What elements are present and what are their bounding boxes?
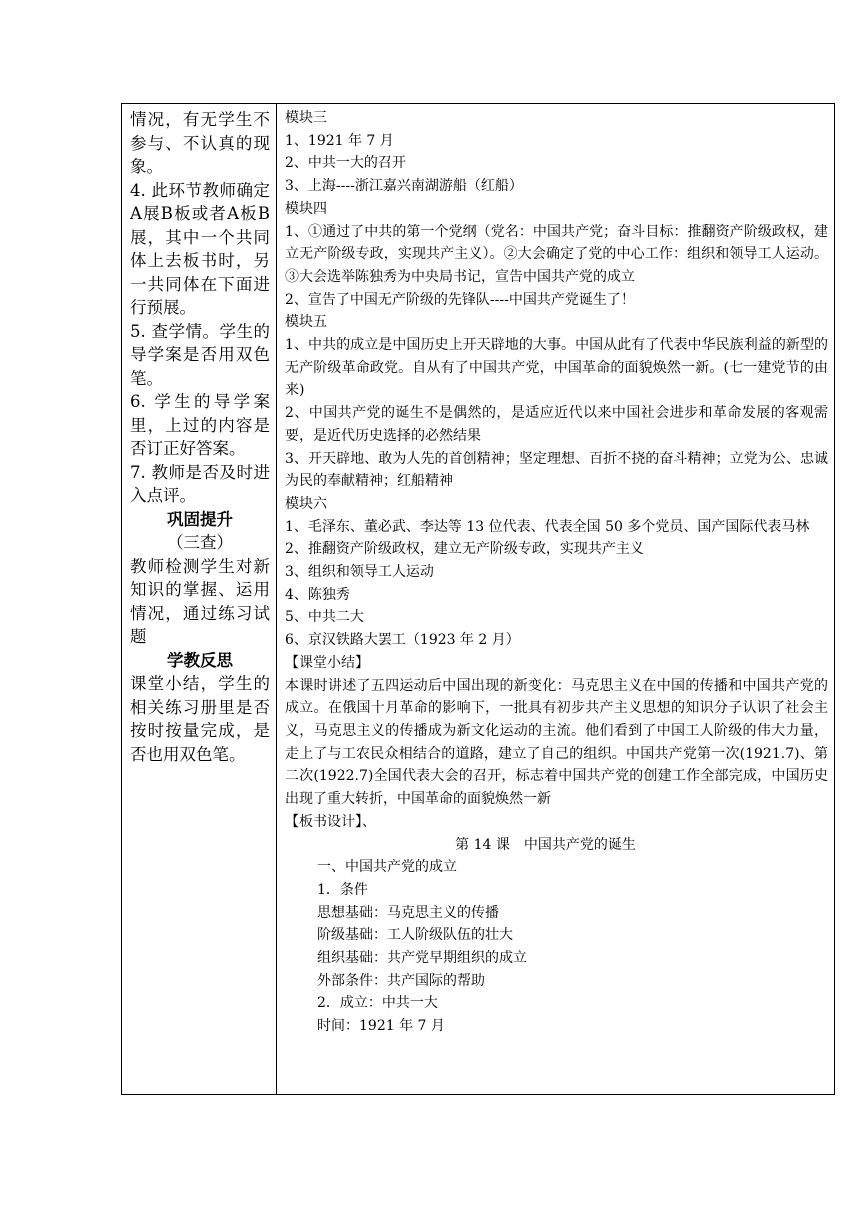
notes-paragraph: 7. 教师是否及时进入点评。 xyxy=(130,462,270,505)
section-subheading-three-checks: （三查） xyxy=(167,533,233,552)
summary-paragraph: 本课时讲述了五四运动后中国出现的新变化：马克思主义在中国的传播和中国共产党的成立。在俄国十月革命的影响下，一批具有初步共产主义思想的知识分子认识了社会主义，马克思主义的传播成为新文化运动的主流。他们看到了中国工人阶级的伟大力量，走上了与工农民众相结合的道路，建立了自己的组织。中国共产党第一次(1921.7)、第二次(1922.7)全国代表大会的召开，标志着中国共产党的创建工作全部完成，中国历史出现了重大转折，中国革命的面貌焕然一新 xyxy=(285,677,828,808)
module-heading: 模块四 xyxy=(285,200,327,217)
summary-heading: 【课堂小结】 xyxy=(285,654,369,671)
board-line: 一、中国共产党的成立 xyxy=(317,859,457,876)
content-paragraph: 1、①通过了中共的第一个党纲（党名：中国共产党；奋斗目标：推翻资产阶级政权，建立无产阶级专政，实现共产主义）。②大会确定了党的中心工作：组织和领导工人运动。③大会选举陈独秀为中央局书记，宣告中国共产党的成立 xyxy=(285,223,828,285)
lesson-plan-table xyxy=(121,103,835,1095)
section-heading-consolidate: 巩固提升 xyxy=(167,509,233,529)
content-paragraph: 2、中国共产党的诞生不是偶然的，是适应近代以来中国社会进步和革命发展的客观需要，是近代历史选择的必然结果 xyxy=(285,405,828,444)
content-line: 3、组织和领导工人运动 xyxy=(285,564,434,581)
board-line: 时间：1921 年 7 月 xyxy=(317,1018,445,1035)
notes-paragraph: 教师检测学生对新知识的掌握、运用情况，通过练习试题 xyxy=(130,556,270,646)
notes-paragraph: 4. 此环节教师确定A展B板或者A板B展，其中一个共同体上去板书时，另一共同体在下面进行预展。 xyxy=(130,180,270,317)
board-line: 外部条件：共产国际的帮助 xyxy=(317,972,485,989)
board-line: 2．成立：中共一大 xyxy=(317,995,438,1012)
module-heading: 模块五 xyxy=(285,314,327,331)
content-line: 4、陈独秀 xyxy=(285,586,350,603)
board-line: 阶级基础：工人阶级队伍的壮大 xyxy=(317,927,513,944)
lesson-content-column xyxy=(277,104,834,1094)
content-paragraph: 1、中共的成立是中国历史上开天辟地的大事。中国从此有了代表中华民族利益的新型的无产阶级革命政党。自从有了中国共产党，中国革命的面貌焕然一新。(七一建党节的由来) xyxy=(285,337,828,399)
module-heading: 模块三 xyxy=(285,110,327,126)
teacher-notes-column xyxy=(122,104,277,1094)
content-line: 5、中共二大 xyxy=(285,609,364,626)
content-line: 2、中共一大的召开 xyxy=(285,155,406,172)
content-line: 6、京汉铁路大罢工（1923 年 2 月） xyxy=(285,632,520,649)
content-paragraph: 3、开天辟地、敢为人先的首创精神；坚定理想、百折不挠的奋斗精神；立党为公、忠诚为民的奉献精神；红船精神 xyxy=(285,450,828,490)
board-title: 第 14 课 中国共产党的诞生 xyxy=(455,836,636,853)
notes-paragraph: 5. 查学情。学生的导学案是否用双色笔。 xyxy=(130,321,270,388)
content-line: 3、上海----浙江嘉兴南湖游船（红船） xyxy=(285,178,523,195)
board-line: 组织基础：共产党早期组织的成立 xyxy=(317,950,527,967)
notes-paragraph: 6. 学生的导学案里，上过的内容是否订正好答案。 xyxy=(130,392,270,458)
board-design-heading: 【板书设计】、 xyxy=(285,813,376,830)
board-line: 思想基础：马克思主义的传播 xyxy=(317,904,499,921)
notes-paragraph: 课堂小结，学生的相关练习册里是否按时按量完成，是否也用双色笔。 xyxy=(130,674,270,764)
content-line: 1、1921 年 7 月 xyxy=(285,132,394,149)
module-heading: 模块六 xyxy=(285,495,327,512)
content-paragraph: 1、毛泽东、董必武、李达等 13 位代表、代表全国 50 多个党员、国产国际代表马林 xyxy=(285,518,810,535)
section-heading-reflection: 学教反思 xyxy=(167,650,233,670)
content-line: 2、宣告了中国无产阶级的先锋队----中国共产党诞生了！ xyxy=(285,291,635,308)
notes-paragraph: 情况，有无学生不参与、不认真的现象。 xyxy=(130,110,270,176)
content-line: 2、推翻资产阶级政权，建立无产阶级专政，实现共产主义 xyxy=(285,541,644,558)
board-line: 1．条件 xyxy=(317,881,368,898)
